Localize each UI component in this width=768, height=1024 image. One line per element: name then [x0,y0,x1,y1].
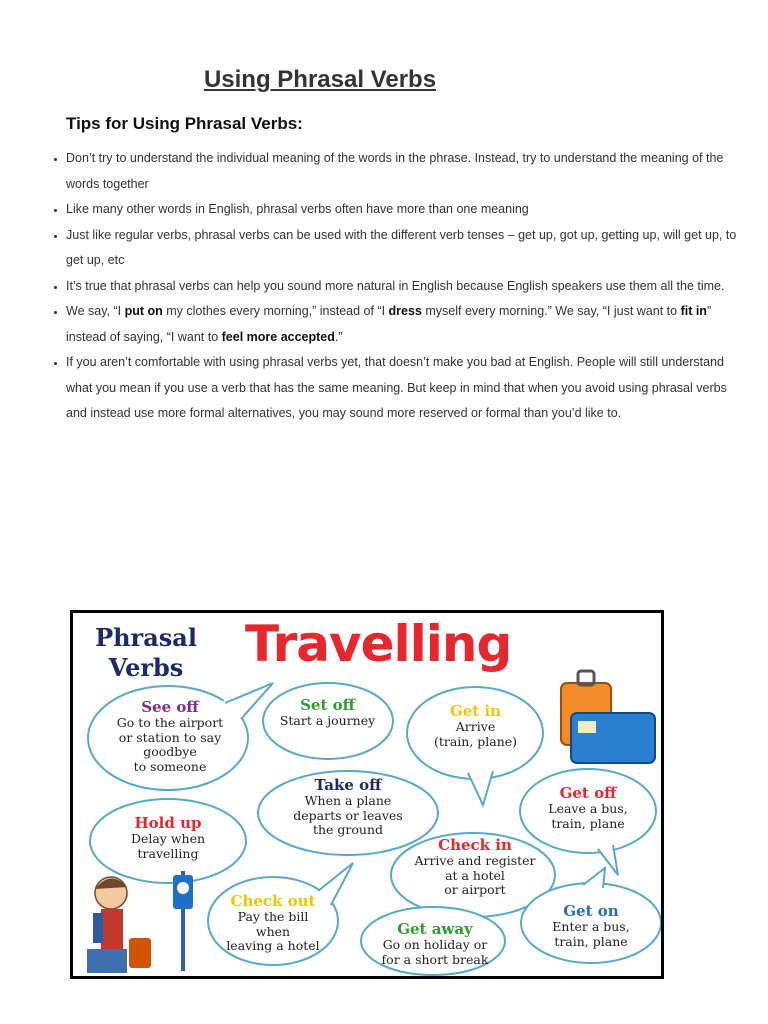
verb-get-in: Get in Arrive (train, plane) [433,702,518,749]
traveller-icon [87,877,151,973]
bus-stop-icon [173,871,193,971]
verb-get-away: Get away Go on holiday or for a short break [381,920,489,967]
list-item: • If you aren’t comfortable with using phrasal verbs yet, that doesn’t make you bad at English. People will still understand what you mean if you use a verb that has the same meaning. But keep in mind that when you avoid using phrasal verbs and instead use more formal alternatives, you may sound more reserved or formal than you’d like to. [66,350,746,427]
verb-check-out: Check out Pay the bill when leaving a hotel [226,892,320,953]
verb-get-off: Get off Leave a bus, train, plane [548,784,628,831]
verb-see-off: See off Go to the airport or station to say goodbye to someone [116,698,224,774]
poster-heading-big: Travelling [245,615,512,673]
list-item: • We say, “I put on my clothes every morning,” instead of “I dress myself every morning.” We say, “I just want to fit in” instead of saying, “I want to feel more accepted.” [66,299,746,350]
verb-hold-up: Hold up Delay when travelling [130,814,206,861]
list-item: • Like many other words in English, phrasal verbs often have more than one meaning [66,197,746,223]
suitcase-icon [561,671,655,763]
list-item: • It’s true that phrasal verbs can help you sound more natural in English because English speakers use them all the time. [66,274,746,300]
page-title: Using Phrasal Verbs [203,66,437,93]
tips-list [38,146,746,427]
verb-take-off: Take off When a plane departs or leaves the ground [293,776,403,837]
list-item: • Just like regular verbs, phrasal verbs can be used with the different verb tenses – get up, got up, getting up, will get up, to get up, etc [66,223,746,274]
poster-heading-small: Phrasal Verbs [95,623,197,682]
verb-get-on: Get on Enter a bus, train, plane [552,902,630,949]
verb-set-off: Set off Start a journey [279,696,376,728]
verb-check-in: Check in Arrive and register at a hotel or airport [414,836,536,897]
list-item: • Don’t try to understand the individual meaning of the words in the phrase. Instead, try to understand the meaning of the words together [66,146,746,197]
section-heading: Tips for Using Phrasal Verbs: [66,114,303,133]
travelling-phrasal-verbs-poster [70,610,664,979]
